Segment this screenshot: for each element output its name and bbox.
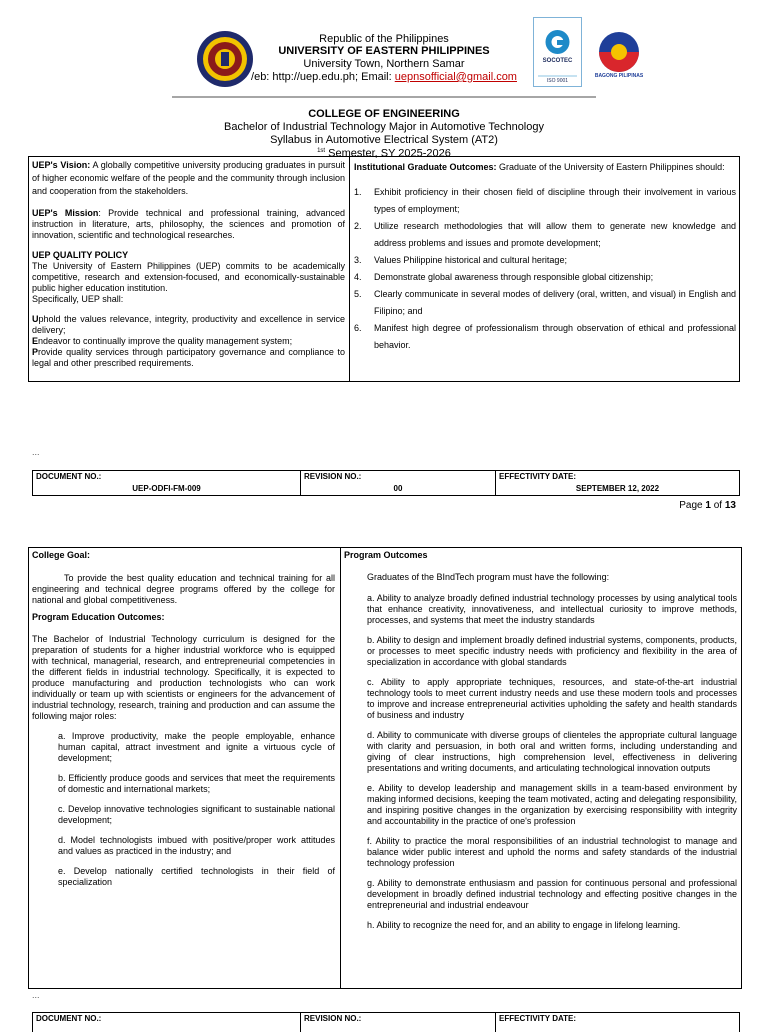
igo-item-text: Exhibit proficiency in their chosen field of discipline through their involvement in various types of employment; [374,187,736,214]
igo-item-number: 4. [354,272,362,282]
quality-text: The University of Eastern Philippines (UEP) commits to be academically competitive, research and extension-focused, and economically-sustainable public higher education institution. [32,261,345,293]
igo-item-text: Clearly communicate in several modes of delivery (oral, written, and visual) in English and Filipino; and [374,289,736,316]
college-goal-text: To provide the best quality education and technical training for all engineering and technical degree programs offered by the college for national and global competitiveness. [32,573,335,605]
vision-text: A globally competitive university producing graduates in pursuit of higher economic welfare of the people and the community through inclusion and cooperation from the stakeholders. [32,160,345,196]
socotec-iso-logo [533,17,582,87]
revision-label: REVISION NO.: [304,472,362,481]
footer-ellipsis: ... [32,447,40,457]
semester-sup: 1st [317,148,326,154]
quality-item-initial: E [32,336,39,346]
bagong-label: BAGONG PILIPINAS [594,73,644,79]
peo-item: e. Develop nationally certified technologists in their field of specialization [58,866,335,887]
goals-outcomes-table [28,547,742,989]
vision-paragraph [32,159,345,198]
igo-item-number: 1. [354,187,362,197]
page-current: 1 [705,500,711,511]
igo-item-text: Utilize research methodologies that will allow them to generate new knowledge and address problems and issues and promote development; [374,221,736,248]
socotec-label: SOCOTEC [542,58,573,64]
header-university: UNIVERSITY OF EASTERN PHILIPPINES [278,45,490,57]
effectivity-cell [496,1013,739,1032]
igo-list [354,184,736,354]
po-label: Program Outcomes [344,550,428,560]
peo-item: b. Efficiently produce goods and services that meet the requirements of domestic and international markets; [58,773,335,794]
po-item: e. Ability to develop leadership and management skills in a team-based environment by making informed decisions, keeping the team motivated, acting and delegating responsibility, and inspiring positive changes in the organization by exercising responsibility with integrity and accountability in the practice of one's profession [367,783,737,826]
quality-item-initial: P [32,347,39,357]
effectivity-value: SEPTEMBER 12, 2022 [575,484,660,493]
program-outcomes-block [344,550,737,940]
effectivity-label: EFFECTIVITY DATE: [499,472,577,481]
peo-item: a. Improve productivity, make the people employable, enhance human capital, attract investment and ignite a virtuous cycle of development; [58,731,335,763]
peo-text: The Bachelor of Industrial Technology curriculum is designed for the preparation of students for a higher industrial workforce who is equipped with technical, managerial, research, and entrepreneurial competencies in the different fields in industrial technology. Specifically, it is expected to produce manufacturing and production technologists who can work individually or team up with scientists or engineers for the advancement of industrial technology, research, training and production and can assume the following major roles: [32,634,335,721]
iso-label: ISO 9001 [546,78,569,84]
vision-block [32,159,345,369]
quality-heading: UEP QUALITY POLICY [32,250,129,260]
quality-item-initial: U [32,314,39,324]
page-total: 13 [724,500,736,511]
igo-item [354,269,736,286]
page-prefix: Page [679,500,706,511]
footer-ellipsis-2: ... [32,990,40,1000]
igo-item-number: 2. [354,221,362,231]
po-item: b. Ability to design and implement broadly defined industrial systems, components, products, or processes to meet specific industry needs with proficiency and flexibility in the area of specialization in accordance with global standards [367,635,737,667]
igo-item-text: Manifest high degree of professionalism through observation of ethical and professional behavior. [374,323,736,350]
igo-intro-paragraph [354,159,736,176]
po-item: d. Ability to communicate with diverse groups of clienteles the appropriate cultural language with clarity and persuasion, in both oral and written forms, including understanding and giving of clear instructions, high comprehension level, effectiveness in delivering presentations and writing documents, and articulating technological innovation outputs [367,730,737,773]
semester-text: Semester, SY 2025-2026 [325,147,451,160]
po-list [344,572,737,931]
college-goal-block [32,550,335,897]
quality-item-u [32,314,345,336]
igo-intro: Graduate of the University of Eastern Philippines should: [496,162,725,172]
quality-item-text: ndeavor to continually improve the quality management system; [38,336,293,346]
igo-item-number: 3. [354,255,362,265]
po-intro: Graduates of the BIndTech program must have the following: [367,572,610,582]
po-item: f. Ability to practice the moral responsibilities of an industrial technologist to manage and balance wider public interest and uphold the norms and safety standards of the industrial technology profession [367,836,737,868]
po-item: a. Ability to analyze broadly defined industrial technology processes by using analytical tools that enhance creativity, innovativeness, and intellectual curiosity to improve methods, processes, and systems that meet the industry standards [367,593,737,625]
igo-label: Institutional Graduate Outcomes: [354,162,497,172]
quality-item-text: rovide quality services through participatory governance and compliance to legal and other prescribed requirements. [32,347,345,368]
igo-item [354,252,736,269]
table-divider [340,548,341,988]
program-title: Bachelor of Industrial Technology Major in Automotive Technology [223,121,544,133]
quality-item-e [32,336,345,347]
effectivity-cell [496,471,739,495]
header-address: University Town, Northern Samar [303,58,465,70]
bagong-pilipinas-logo [593,30,645,82]
page-number [679,500,736,511]
revision-label: REVISION NO.: [304,1014,362,1023]
revision-cell [301,1013,496,1032]
revision-cell [301,471,496,495]
igo-block [354,159,736,354]
doc-no-value: UEP-ODFI-FM-009 [132,484,201,493]
igo-item-number: 6. [354,323,362,333]
doc-no-label: DOCUMENT NO.: [36,472,102,481]
peo-list [32,731,335,888]
email-link[interactable]: uepnsofficial@gmail.com [394,71,517,83]
vision-outcomes-table [28,156,740,382]
igo-item-number: 5. [354,289,362,299]
quality-shall: Specifically, UEP shall: [32,294,124,304]
quality-item-text: phold the values relevance, integrity, productivity and excellence in service delivery; [32,314,345,335]
document-control-footer-2 [32,1012,740,1032]
doc-no-label: DOCUMENT NO.: [36,1014,102,1023]
peo-item: d. Model technologists imbued with positive/proper work attitudes and values as practiced in the industry; and [58,835,335,856]
college-goal-label: College Goal: [32,550,91,560]
igo-item-text: Values Philippine historical and cultural heritage; [374,255,567,265]
header-web: /eb: http://uep.edu.ph; Email: [251,71,395,83]
po-item: c. Ability to apply appropriate techniques, resources, and state-of-the-art industrial technology tools to meet current industry needs and use these modern tools and processes to improve and increase entrepreneurial activities upholding the safety and health standards of business and industry [367,677,737,720]
vision-label: UEP's Vision: [32,160,91,170]
peo-label: Program Education Outcomes: [32,612,165,622]
peo-item: c. Develop innovative technologies significant to sustainable national development; [58,804,335,825]
document-control-footer [32,470,740,496]
mission-paragraph [32,208,345,241]
header-contact [228,71,540,83]
po-item: g. Ability to demonstrate enthusiasm and passion for continuous personal and professional development in broadly defined industrial technology and effecting positive changes in the entrepreneurial and industrial endeavour [367,878,737,910]
college-title: COLLEGE OF ENGINEERING [308,108,460,120]
revision-value: 00 [393,484,403,493]
header-divider [172,96,596,98]
quality-item-p [32,347,345,369]
doc-no-cell [33,471,301,495]
page-of: of [710,500,725,511]
syllabus-title: Syllabus in Automotive Electrical System (AT2) [270,134,498,146]
table-divider [349,157,350,381]
igo-item [354,184,736,218]
doc-no-cell [33,1013,301,1032]
igo-item [354,286,736,320]
igo-item-text: Demonstrate global awareness through responsible global citizenship; [374,272,654,282]
effectivity-label: EFFECTIVITY DATE: [499,1014,577,1023]
igo-item [354,218,736,252]
mission-label: UEP's Mission [32,208,99,218]
po-item: h. Ability to recognize the need for, and an ability to engage in lifelong learning. [367,920,681,930]
header-republic: Republic of the Philippines [319,33,449,45]
mission-text: : Provide technical and professional training, advanced instruction in literature, arts, philosophy, the sciences and promotion of innovation, scientific and technological researches. [32,208,346,240]
igo-item [354,320,736,354]
